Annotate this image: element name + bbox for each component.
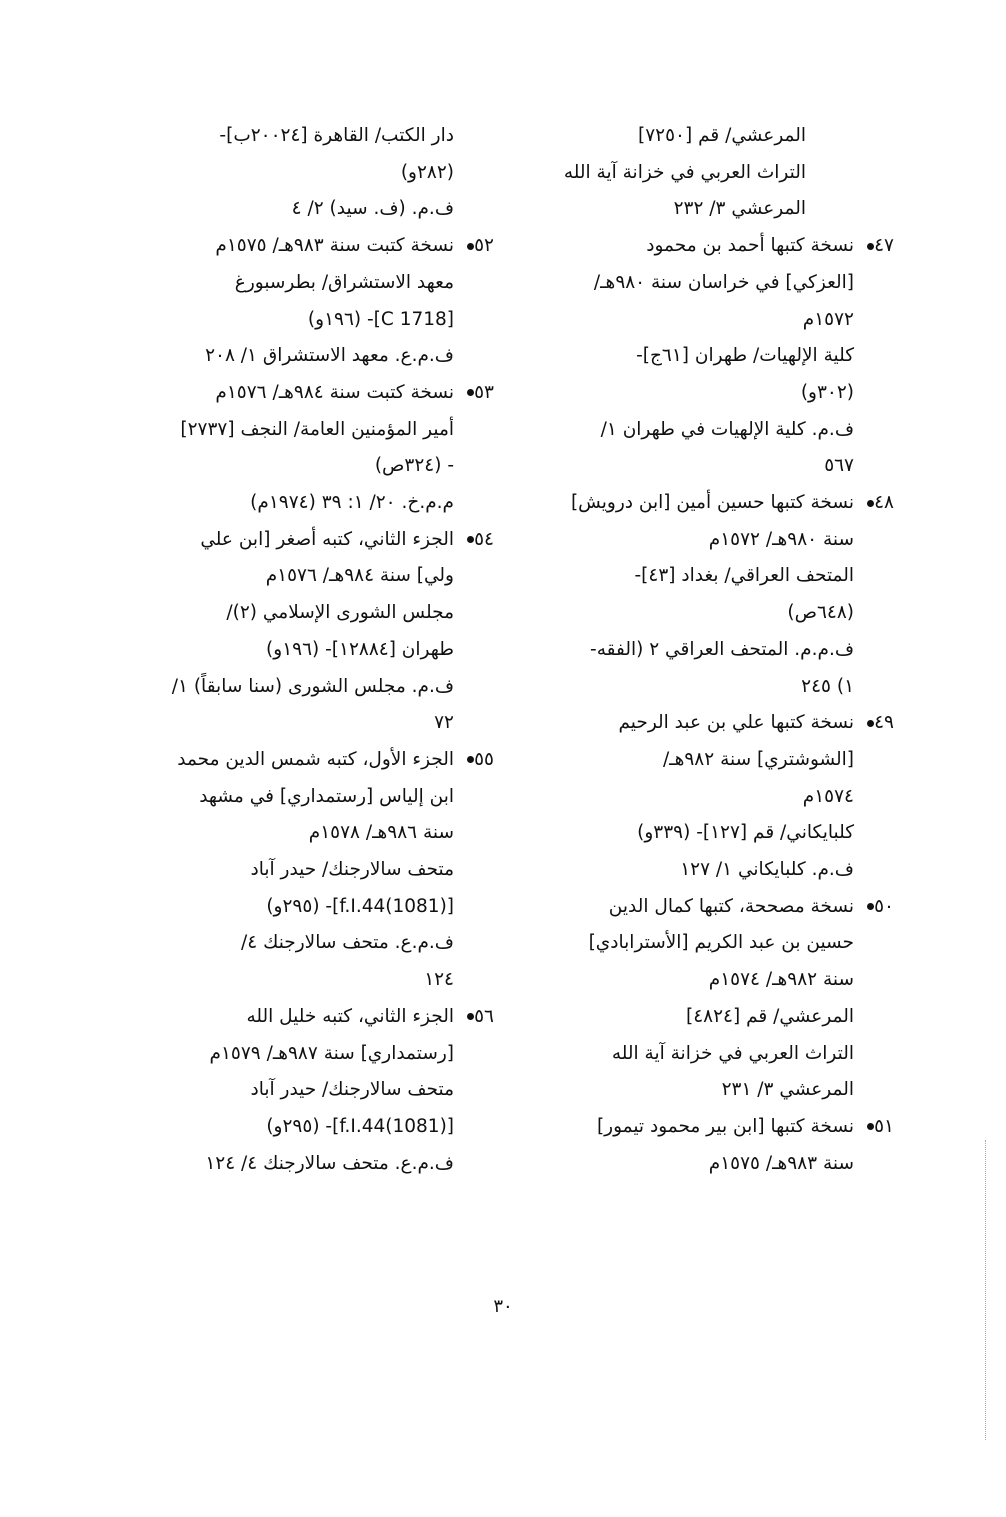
entry-number: ٥١ — [864, 1109, 894, 1146]
entry-line: ف.م.م. المتحف العراقي ٢ (الفقه- — [590, 638, 854, 660]
entry-line: كلبايكاني/ قم [١٢٧]- (٣٣٩و) — [637, 822, 854, 844]
entry-line: سنة ٩٨٢هـ/ ١٥٧٤م — [708, 969, 854, 991]
entry-line: نسخة كتبها أحمد بن محمود — [646, 235, 854, 257]
entry-53 — [104, 375, 494, 522]
entry-51 — [502, 1109, 894, 1182]
entry-continuation — [502, 118, 854, 228]
entry-number: ٤٧ — [864, 228, 894, 265]
entry-line: ١٢٤ — [424, 969, 454, 991]
entry-line: نسخة كتبت سنة ٩٨٤هـ/ ١٥٧٦م — [215, 381, 454, 403]
entry-continuation — [104, 118, 454, 228]
entry-line: متحف سالارجنك/ حيدر آباد — [250, 1079, 454, 1101]
entry-line: التراث العربي في خزانة آية الله — [563, 161, 806, 183]
entry-line: دار الكتب/ القاهرة [٢٠٠٢٤ب]- — [219, 125, 454, 146]
entry-line: ف.م. كلبايكاني ١/ ١٢٧ — [680, 859, 854, 881]
entry-line: طهران [١٢٨٨٤]- (١٩٦و) — [266, 638, 454, 660]
entry-55 — [104, 742, 494, 999]
entry-line: مجلس الشورى الإسلامي (٢)/ — [226, 602, 454, 624]
entry-number: ٥٦ — [464, 999, 494, 1036]
entry-line: (٢٨٢و) — [400, 161, 454, 183]
entry-line: ١) ٢٤٥ — [801, 675, 854, 697]
entry-line: المرعشي/ قم [٤٨٢٤] — [686, 1005, 854, 1027]
entry-line: ابن إلياس [رستمداري] في مشهد — [199, 785, 454, 807]
entry-line: ولي] سنة ٩٨٤هـ/ ١٥٧٦م — [265, 565, 454, 587]
entry-line: سنة ٩٨٣هـ/ ١٥٧٥م — [708, 1152, 854, 1174]
entry-line: متحف سالارجنك/ حيدر آباد — [250, 859, 454, 881]
entry-line: ١٥٧٢م — [802, 308, 854, 330]
entry-number: ٥٠ — [864, 889, 894, 926]
entry-line: ف.م. كلية الإلهيات في طهران ١/ — [600, 418, 854, 440]
entry-line: الجزء الثاني، كتبه أصغر [ابن علي — [200, 528, 454, 550]
entry-54 — [104, 522, 494, 742]
entry-line: أمير المؤمنين العامة/ النجف [٢٧٣٧] — [180, 418, 454, 440]
entry-line: (٣٠٢و) — [800, 381, 854, 403]
entry-number: ٥٢ — [464, 228, 494, 265]
entry-line: [C 1718]- (١٩٦و) — [307, 308, 454, 330]
entry-line: ف.م.ع. متحف سالارجنك ٤/ — [241, 932, 454, 954]
entry-line: الجزء الثاني، كتبه خليل الله — [246, 1005, 454, 1027]
entry-number: ٥٤ — [464, 522, 494, 559]
entry-line: التراث العربي في خزانة آية الله — [611, 1042, 854, 1064]
entry-number: ٥٣ — [464, 375, 494, 412]
entry-line: كلية الإلهيات/ طهران [٦١ج]- — [636, 345, 854, 367]
entry-48 — [502, 485, 894, 705]
entry-line: نسخة كتبها حسين أمين [ابن درويش] — [570, 492, 854, 514]
entry-line: نسخة مصححة، كتبها كمال الدين — [608, 895, 854, 917]
entry-line: ١٥٧٤م — [802, 785, 854, 807]
entry-line: ٧٢ — [434, 712, 454, 734]
entry-line: [رستمداري] سنة ٩٨٧هـ/ ١٥٧٩م — [209, 1042, 454, 1064]
entry-line: ف.م.ع. معهد الاستشراق ١/ ٢٠٨ — [205, 345, 454, 367]
entry-line: ٥٦٧ — [824, 455, 854, 477]
entry-line: معهد الاستشراق/ بطرسبورغ — [234, 271, 454, 293]
entry-line: نسخة كتبها [ابن بير محمود تيمور] — [596, 1115, 854, 1137]
entry-line: [(1081)f.I.44]- (٢٩٥و) — [266, 1115, 454, 1137]
entry-number: ٤٨ — [864, 485, 894, 522]
scan-edge-mark — [985, 1140, 987, 1440]
page-number: ٣٠ — [493, 1296, 513, 1317]
entry-line: ف.م. (ف. سيد) ٢/ ٤ — [291, 198, 454, 220]
entry-line: سنة ٩٨٦هـ/ ١٥٧٨م — [308, 822, 454, 844]
entry-50 — [502, 889, 894, 1109]
entry-line: المرعشي/ قم [٧٢٥٠] — [638, 125, 806, 146]
entry-line: - (٣٢٤ص) — [374, 455, 454, 477]
entry-line: ف.م. مجلس الشورى (سنا سابقاً) ١/ — [171, 675, 454, 697]
entry-line: [(1081)f.I.44]- (٢٩٥و) — [266, 895, 454, 917]
entry-line: ف.م.ع. متحف سالارجنك ٤/ ١٢٤ — [205, 1152, 454, 1174]
left-column — [104, 118, 494, 1182]
entry-line: (٦٤٨ص) — [787, 602, 854, 624]
entry-line: [الشوشتري] سنة ٩٨٢هـ/ — [662, 748, 854, 770]
entry-52 — [104, 228, 494, 375]
entry-line: الجزء الأول، كتبه شمس الدين محمد — [177, 748, 454, 770]
entry-56 — [104, 999, 494, 1183]
entry-47 — [502, 228, 894, 485]
entry-line: المتحف العراقي/ بغداد [٤٣]- — [634, 565, 854, 587]
entry-number: ٤٩ — [864, 705, 894, 742]
entry-line: م.م.خ. ٢٠/ ١: ٣٩ (١٩٧٤م) — [250, 492, 454, 514]
entry-line: سنة ٩٨٠هـ/ ١٥٧٢م — [708, 528, 854, 550]
right-column — [502, 118, 894, 1182]
entry-line: المرعشي ٣/ ٢٣١ — [721, 1079, 854, 1101]
entry-line: [العزكي] في خراسان سنة ٩٨٠هـ/ — [593, 271, 854, 293]
entry-line: نسخة كتبت سنة ٩٨٣هـ/ ١٥٧٥م — [215, 235, 454, 257]
entry-49 — [502, 705, 894, 889]
entry-line: حسين بن عبد الكريم [الأسترابادي] — [588, 932, 854, 954]
entry-number: ٥٥ — [464, 742, 494, 779]
entry-line: نسخة كتبها علي بن عبد الرحيم — [618, 712, 854, 734]
entry-line: المرعشي ٣/ ٢٣٢ — [673, 198, 806, 220]
